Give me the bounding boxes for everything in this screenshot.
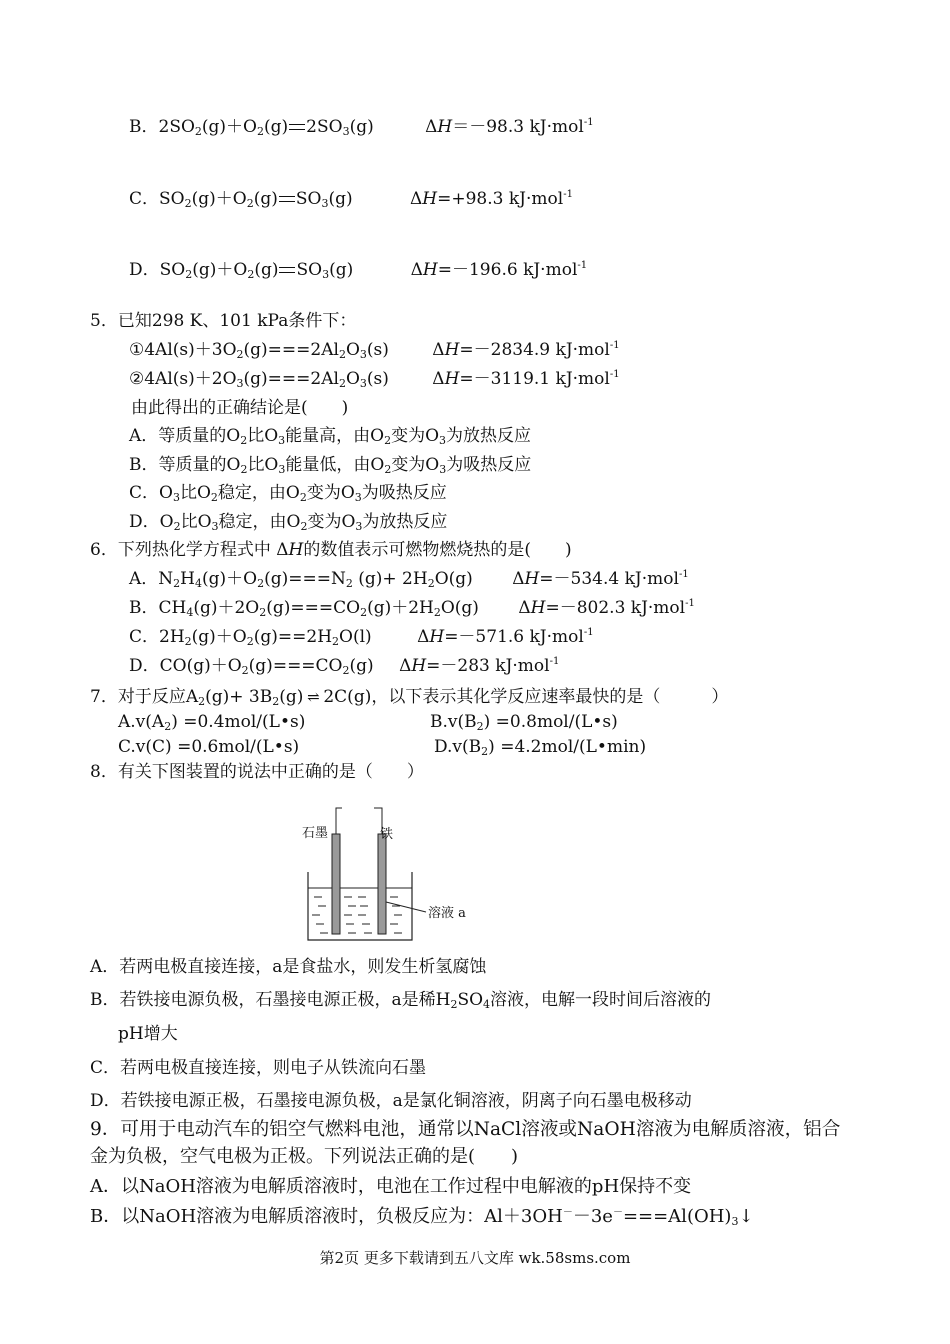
q6-option-d: D．$CO(g)+O_2(g)===CO_2(g)$ ΔH=－283 kJ·mol$^{-1}$	[129, 656, 560, 677]
graphite-electrode	[332, 834, 340, 934]
q6-option-b: B．$CH_4(g)+2O_2(g)===CO_2(g)+2H_2O(g)$ ΔH=－802.3 kJ·mol$^{-1}$	[129, 598, 695, 619]
q7-option-a: $A.v(A_2)$ =0.4mol/(L•s)	[118, 712, 306, 733]
q4-option-d: D．$SO_2(g)+O_2(g)$ $SO_3(g)$ ΔH=－196.6 kJ·mol$^{-1}$	[129, 260, 588, 281]
q9-option-a: A．以NaOH溶液为电解质溶液时，电池在工作过程中电解液的pH保持不变	[90, 1176, 692, 1197]
q8-option-b-line1: B．若铁接电源负极，石墨接电源正极，a是稀$H_2SO_4$溶液，电解一段时间后溶液的	[90, 990, 712, 1011]
q6-option-a: A．$N_2H_4(g)+O_2(g)===N_2$ $(g)+ 2H_2O(g)$ ΔH=－534.4 kJ·mol$^{-1}$	[129, 569, 689, 590]
q7-stem: 7．对于反应$A_2(g)+ 3B_2(g)$ ⇌ 2C(g)，以下表示其化学反应速率最快的是（ ）	[90, 687, 729, 708]
q8-option-d: D．若铁接电源正极，石墨接电源负极，a是氯化铜溶液，阴离子向石墨电极移动	[90, 1091, 692, 1111]
q4-option-c: C．$SO_2(g)+O_2(g)$ $SO_3(g)$ ΔH=+98.3 kJ·mol$^{-1}$	[129, 189, 573, 210]
q5-equation-2: $②4Al(s)+2O_3(g)===2Al_2O_3(s)$ ΔH=－3119.1 kJ·mol$^{-1}$	[129, 369, 620, 390]
q9-option-b: B．以NaOH溶液为电解质溶液时，负极反应为：$Al+3OH^--3e^-===Al(OH)_3↓$	[90, 1206, 754, 1228]
q6-option-c: C．$2H_2(g)+O_2(g)==2H_2O(l)$ ΔH=－571.6 kJ·mol$^{-1}$	[129, 627, 594, 648]
left-wire	[336, 808, 342, 834]
electrolysis-apparatus-figure	[294, 800, 494, 950]
q7-option-d: $D.v(B_2)$ =4.2mol/(L•min)	[434, 737, 647, 758]
q5-option-c: C．$O_3$比$O_2$稳定，由$O_2$变为$O_3$为吸热反应	[129, 483, 447, 504]
q8-option-b-line2: pH增大	[118, 1024, 178, 1044]
q7-option-b: $B.v(B_2)$ =0.8mol/(L•s)	[430, 712, 618, 733]
q5-option-a: A．等质量的$O_2$比$O_3$能量高，由$O_2$变为$O_3$为放热反应	[129, 426, 532, 447]
iron-label: 铁	[380, 827, 394, 842]
reversible-arrow-icon: ⇌	[307, 688, 320, 706]
equilibrium-arrow-icon	[288, 121, 306, 135]
q5-equation-1: $①4Al(s)+3O_2(g)===2Al_2O_3(s)$ ΔH=－2834.9 kJ·mol$^{-1}$	[129, 340, 620, 361]
q4-option-b: B．$2SO_2(g)+O_2(g)$ $2SO_3(g)$ ΔH＝－98.3 kJ·mol$^{-1}$	[129, 117, 594, 138]
q5-option-d: D．$O_2$比$O_3$稳定，由$O_2$变为$O_3$为放热反应	[129, 512, 448, 533]
q9-stem-line1: 9．可用于电动汽车的铝空气燃料电池，通常以NaCl溶液或NaOH溶液为电解质溶液，铝合	[90, 1119, 841, 1140]
q7-option-c: C.v(C) =0.6mol/(L•s)	[118, 737, 300, 757]
solution-label: 溶液 a	[428, 906, 466, 921]
q6-stem: 6．下列热化学方程式中 ΔH的数值表示可燃物燃烧热的是( )	[90, 540, 572, 560]
iron-electrode	[378, 834, 386, 934]
q8-option-c: C．若两电极直接连接，则电子从铁流向石墨	[90, 1058, 427, 1078]
q8-stem: 8．有关下图装置的说法中正确的是（ ）	[90, 762, 424, 782]
graphite-label: 石墨	[302, 826, 329, 841]
q8-option-a: A．若两电极直接连接，a是食盐水，则发生析氢腐蚀	[90, 957, 487, 977]
equilibrium-arrow-icon	[278, 193, 296, 207]
equilibrium-arrow-icon	[278, 264, 296, 278]
q9-stem-line2: 金为负极，空气电极为正极。下列说法正确的是( )	[90, 1146, 519, 1167]
page-footer: 第2页 更多下载请到五八文库 wk.58sms.com	[319, 1249, 631, 1267]
q5-prompt: 由此得出的正确结论是( )	[131, 398, 349, 418]
q5-option-b: B．等质量的$O_2$比$O_3$能量低，由$O_2$变为$O_3$为吸热反应	[129, 455, 532, 476]
q5-stem: 5．已知298 K、101 kPa条件下：	[90, 311, 357, 331]
